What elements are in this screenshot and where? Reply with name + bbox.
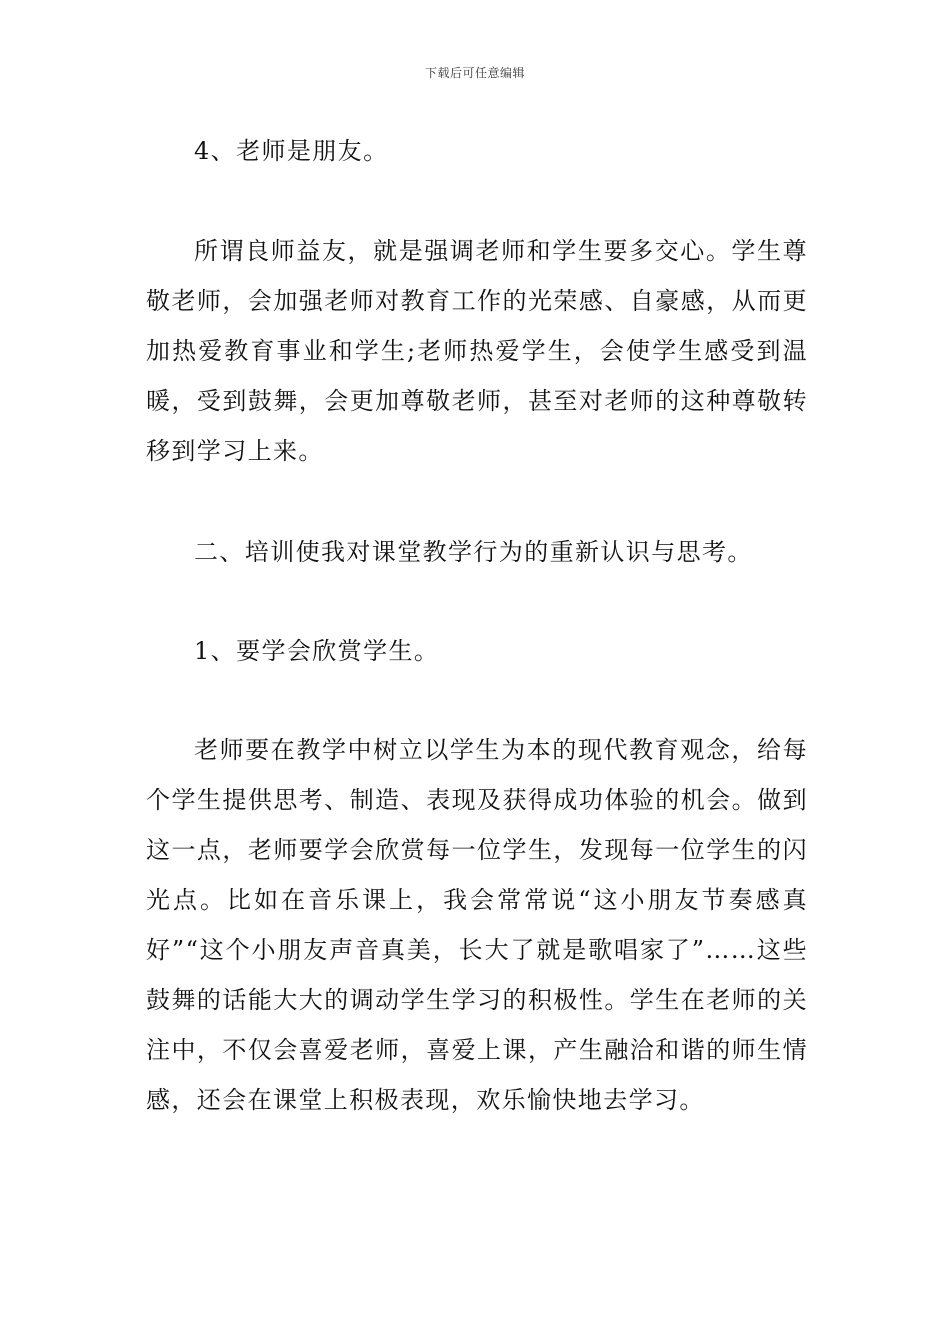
- section-heading-classroom-teaching: 二、培训使我对课堂教学行为的重新认识与思考。: [194, 538, 753, 566]
- paragraph-appreciate-students: 老师要在教学中树立以学生为本的现代教育观念，给每个学生提供思考、制造、表现及获得成功体验的机会。做到这一点，老师要学会欣赏每一位学生，发现每一位学生的闪光点。比如在音乐课上，我会常常说“这小朋友节奏感真好”“这个小朋友声音真美，长大了就是歌唱家了”……这些鼓舞的话能大大的调动学生学习的积极性。学生在老师的关注中，不仅会喜爱老师，喜爱上课，产生融洽和谐的师生情感，还会在课堂上积极表现，欢乐愉快地去学习。: [146, 736, 808, 1114]
- subheading-appreciate-students: 1、要学会欣赏学生。: [194, 637, 440, 665]
- subheading-teacher-is-friend: 4、老师是朋友。: [194, 137, 389, 165]
- paragraph-mentor-friend: 所谓良师益友，就是强调老师和学生要多交心。学生尊敬老师，会加强老师对教育工作的光荣感、自豪感，从而更加热爱教育事业和学生;老师热爱学生，会使学生感受到温暖，受到鼓舞，会更加尊敬老师，甚至对老师的这种尊敬转移到学习上来。: [146, 237, 808, 465]
- page-header: 下载后可任意编辑: [424, 66, 525, 80]
